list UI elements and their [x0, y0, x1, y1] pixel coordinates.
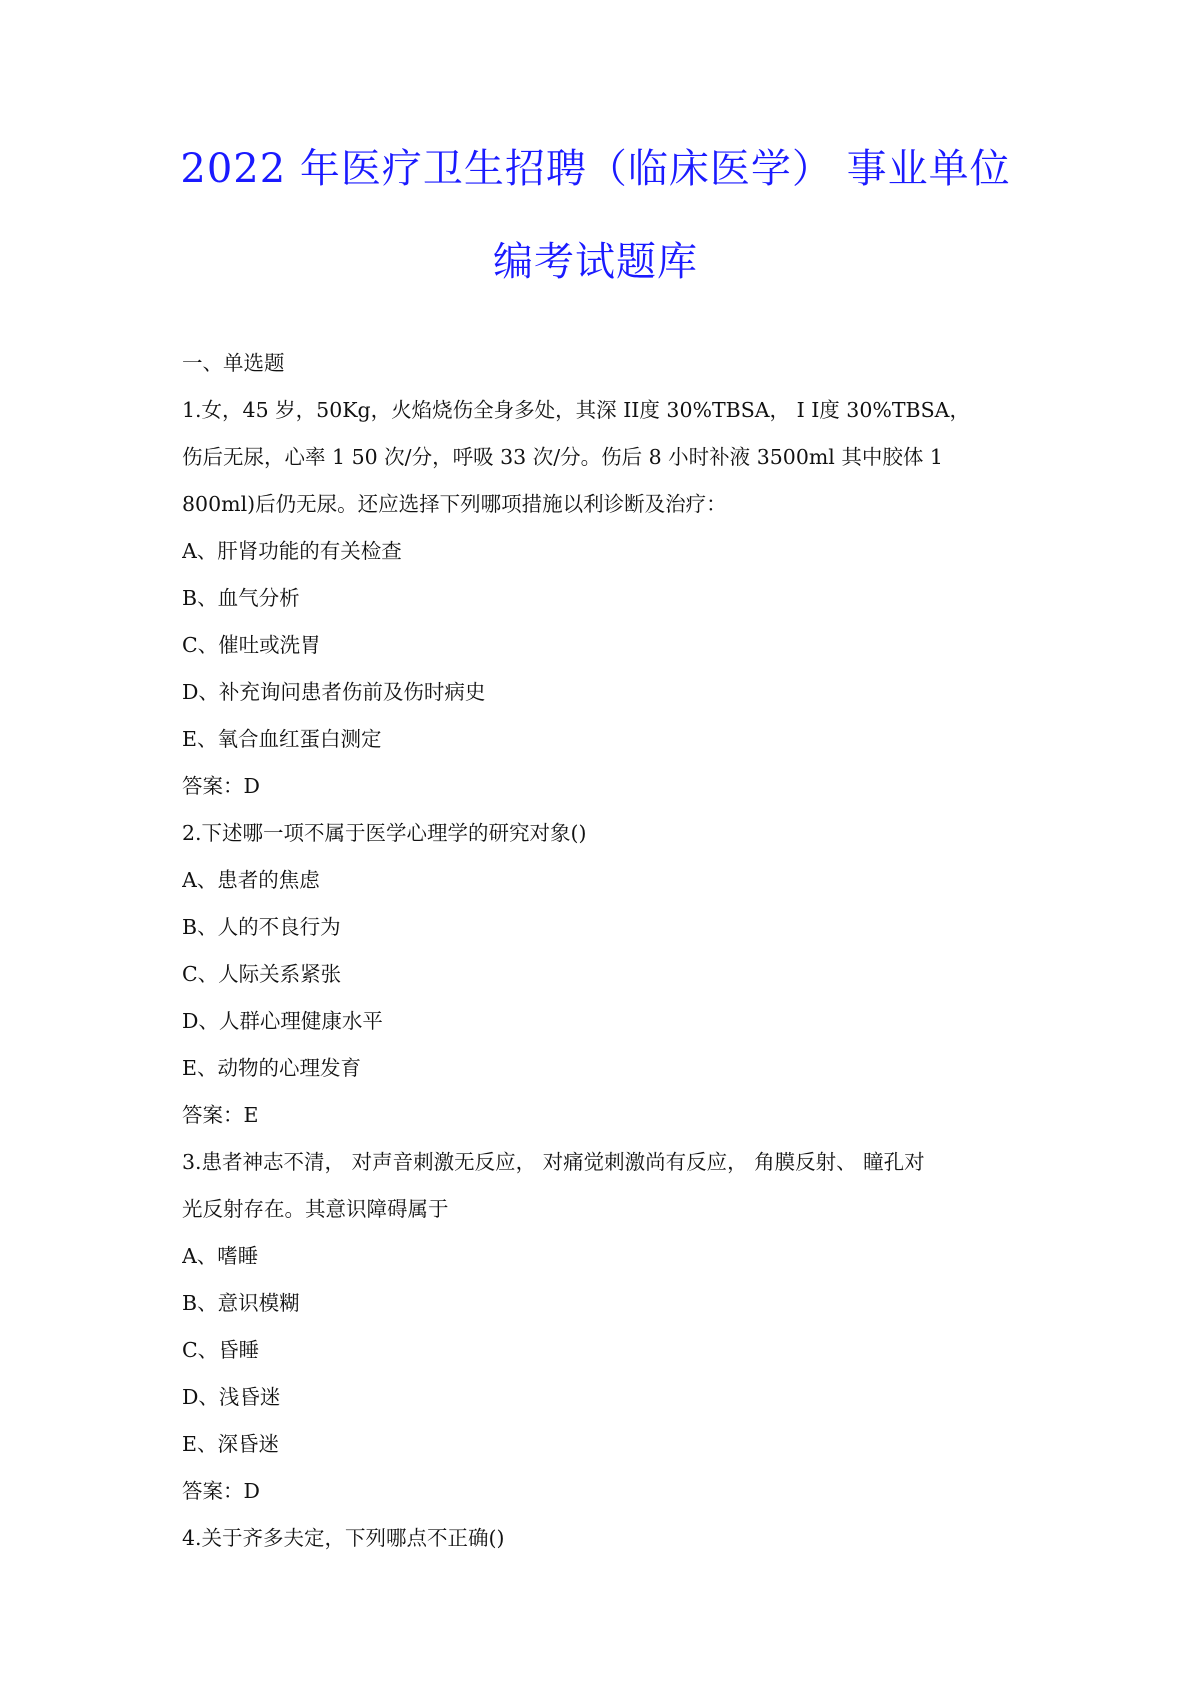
option-b: B、意识模糊 [182, 1291, 300, 1315]
question-3 [182, 1139, 1032, 1515]
section-heading: 一、单选题 [182, 351, 285, 375]
option-c: C、人际关系紧张 [182, 962, 342, 986]
option-d: D、人群心理健康水平 [182, 1009, 383, 1033]
option-b: B、血气分析 [182, 586, 300, 610]
question-stem-line: 光反射存在。其意识障碍属于 [182, 1197, 449, 1221]
answer-line: 答案：E [182, 1103, 259, 1127]
question-stem-line: 800ml)后仍无尿。还应选择下列哪项措施以利诊断及治疗： [182, 492, 727, 516]
option-e: E、深昏迷 [182, 1432, 279, 1456]
option-a: A、肝肾功能的有关检查 [182, 539, 402, 563]
document-title-line-2: 编考试题库 [493, 239, 698, 285]
question-stem-line: 2.下述哪一项不属于医学心理学的研究对象() [182, 821, 587, 845]
document-title-line-1: 2022 年医疗卫生招聘（临床医学） 事业单位 [180, 146, 1011, 192]
option-c: C、催吐或洗胃 [182, 633, 321, 657]
question-1 [182, 387, 1032, 810]
option-d: D、补充询问患者伤前及伤时病史 [182, 680, 486, 704]
question-4 [182, 1515, 1032, 1562]
question-stem-line: 4.关于齐多夫定，下列哪点不正确() [182, 1526, 505, 1550]
document-body [182, 340, 1032, 1562]
question-stem-line: 3.患者神志不清， 对声音刺激无反应， 对痛觉刺激尚有反应， 角膜反射、 瞳孔对 [182, 1150, 925, 1174]
option-e: E、氧合血红蛋白测定 [182, 727, 382, 751]
option-a: A、嗜睡 [182, 1244, 259, 1268]
option-c: C、昏睡 [182, 1338, 260, 1362]
option-a: A、患者的焦虑 [182, 868, 320, 892]
option-e: E、动物的心理发育 [182, 1056, 361, 1080]
question-stem-line: 伤后无尿，心率 1 50 次/分，呼吸 33 次/分。伤后 8 小时补液 3500ml 其中胶体 1 [182, 445, 943, 469]
answer-line: 答案：D [182, 1479, 260, 1503]
answer-line: 答案：D [182, 774, 260, 798]
question-stem-line: 1.女，45 岁，50Kg，火焰烧伤全身多处，其深 II度 30%TBSA， I I度 30%TBSA， [182, 398, 970, 422]
option-b: B、人的不良行为 [182, 915, 341, 939]
question-2 [182, 810, 1032, 1139]
option-d: D、浅昏迷 [182, 1385, 281, 1409]
